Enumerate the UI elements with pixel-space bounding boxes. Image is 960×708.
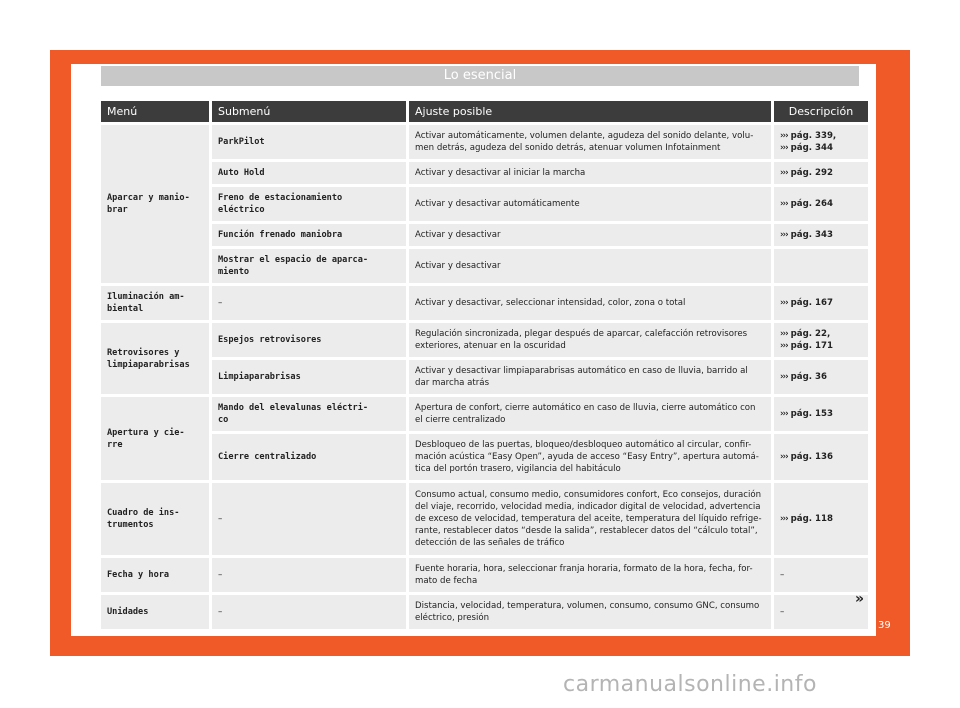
page-reference-cell xyxy=(774,360,868,394)
header-menu: Menú xyxy=(101,101,209,122)
submenu-cell: Cierre centralizado xyxy=(212,434,406,480)
submenu-cell: Auto Hold xyxy=(212,162,406,184)
setting-cell: Activar y desactivar xyxy=(409,249,771,283)
setting-cell: Activar y desactivar xyxy=(409,224,771,246)
reference-arrow-icon: ››› xyxy=(780,452,788,462)
page-reference-link[interactable]: pág. 264 xyxy=(790,199,833,209)
header-description: Descripción xyxy=(774,101,868,122)
page-reference-cell xyxy=(774,162,868,184)
table-row xyxy=(101,286,868,320)
setting-cell: Activar automáticamente, volumen delante, agudeza del sonido delante, volu- men detrás, agudeza del sonido detrás, atenuar volumen Infotainment xyxy=(409,125,771,159)
page-reference-link[interactable]: pág. 292 xyxy=(790,168,833,178)
page-reference-cell xyxy=(774,323,868,357)
reference-arrow-icon: ››› xyxy=(780,143,788,153)
setting-cell: Activar y desactivar, seleccionar intensidad, color, zona o total xyxy=(409,286,771,320)
page-reference-cell xyxy=(774,286,868,320)
page-number: 39 xyxy=(878,620,891,631)
setting-cell: Activar y desactivar automáticamente xyxy=(409,187,771,221)
menu-cell: Cuadro de ins- trumentos xyxy=(101,483,209,555)
table-row xyxy=(101,558,868,592)
submenu-cell: Espejos retrovisores xyxy=(212,323,406,357)
page-reference-cell xyxy=(774,397,868,431)
table-row xyxy=(101,323,868,357)
menu-cell: Retrovisores y limpiaparabrisas xyxy=(101,323,209,394)
submenu-cell: – xyxy=(212,483,406,555)
reference-arrow-icon: ››› xyxy=(780,131,788,141)
page-reference-link[interactable]: pág. 171 xyxy=(790,341,833,351)
header-setting: Ajuste posible xyxy=(409,101,771,122)
page-reference-cell xyxy=(774,434,868,480)
page-reference-link[interactable]: pág. 167 xyxy=(790,298,833,308)
reference-arrow-icon: ››› xyxy=(780,329,788,339)
page-reference-cell xyxy=(774,249,868,283)
setting-cell: Apertura de confort, cierre automático en caso de lluvia, cierre automático con el cierre centralizado xyxy=(409,397,771,431)
settings-table xyxy=(98,98,871,632)
reference-arrow-icon: ››› xyxy=(780,298,788,308)
page-reference-link[interactable]: pág. 339, xyxy=(790,131,837,141)
submenu-cell: Mando del elevalunas eléctri- co xyxy=(212,397,406,431)
setting-cell: Consumo actual, consumo medio, consumidores confort, Eco consejos, duración del viaje, recorrido, velocidad media, indicador digital de velocidad, advertencia de exceso de velocidad, temperatura del aceite, temperatura del líquido refrige- rante, restablecer datos “desde la salida”, restablecer datos del “cálculo total”, detección de las señales de tráfico xyxy=(409,483,771,555)
table-row xyxy=(101,595,868,629)
menu-cell: Unidades xyxy=(101,595,209,629)
page-reference-cell: – xyxy=(774,558,868,592)
header-submenu: Submenú xyxy=(212,101,406,122)
page-reference-cell xyxy=(774,224,868,246)
table-row xyxy=(101,434,868,480)
page-reference-cell xyxy=(774,125,868,159)
menu-cell: Fecha y hora xyxy=(101,558,209,592)
submenu-cell: Función frenado maniobra xyxy=(212,224,406,246)
submenu-cell: Limpiaparabrisas xyxy=(212,360,406,394)
submenu-cell: Mostrar el espacio de aparca- miento xyxy=(212,249,406,283)
table-row xyxy=(101,125,868,159)
setting-cell: Regulación sincronizada, plegar después de aparcar, calefacción retrovisores exteriores, atenuar en la oscuridad xyxy=(409,323,771,357)
page-reference-link[interactable]: pág. 153 xyxy=(790,409,833,419)
table-header-row xyxy=(101,101,868,122)
setting-cell: Activar y desactivar al iniciar la marcha xyxy=(409,162,771,184)
submenu-cell: – xyxy=(212,286,406,320)
table-row xyxy=(101,483,868,555)
page-reference-link[interactable]: pág. 22, xyxy=(790,329,831,339)
reference-arrow-icon: ››› xyxy=(780,341,788,351)
table-row xyxy=(101,397,868,431)
menu-cell: Iluminación am- biental xyxy=(101,286,209,320)
submenu-cell: – xyxy=(212,595,406,629)
continue-mark: » xyxy=(855,591,865,607)
submenu-cell: Freno de estacionamiento eléctrico xyxy=(212,187,406,221)
page-reference-link[interactable]: pág. 343 xyxy=(790,230,833,240)
page-reference-link[interactable]: pág. 136 xyxy=(790,452,833,462)
table-row xyxy=(101,224,868,246)
reference-arrow-icon: ››› xyxy=(780,168,788,178)
reference-arrow-icon: ››› xyxy=(780,199,788,209)
page-reference-cell: – xyxy=(774,595,868,629)
table-row xyxy=(101,249,868,283)
reference-arrow-icon: ››› xyxy=(780,514,788,524)
watermark: carmanualsonline.info xyxy=(563,672,817,697)
page-reference-cell xyxy=(774,483,868,555)
table-row xyxy=(101,162,868,184)
setting-cell: Desbloqueo de las puertas, bloqueo/desbloqueo automático al circular, confir- mación acústica “Easy Open”, ayuda de acceso “Easy Entry”, apertura automá- tica del portón trasero, vigilancia del habitáculo xyxy=(409,434,771,480)
submenu-cell: ParkPilot xyxy=(212,125,406,159)
submenu-cell: – xyxy=(212,558,406,592)
page-reference-link[interactable]: pág. 36 xyxy=(790,372,827,382)
menu-cell: Apertura y cie- rre xyxy=(101,397,209,480)
page-reference-link[interactable]: pág. 344 xyxy=(790,143,833,153)
reference-arrow-icon: ››› xyxy=(780,409,788,419)
setting-cell: Distancia, velocidad, temperatura, volumen, consumo, consumo GNC, consumo eléctrico, presión xyxy=(409,595,771,629)
setting-cell: Activar y desactivar limpiaparabrisas automático en caso de lluvia, barrido al dar marcha atrás xyxy=(409,360,771,394)
setting-cell: Fuente horaria, hora, seleccionar franja horaria, formato de la hora, fecha, for- mato de fecha xyxy=(409,558,771,592)
table-row xyxy=(101,360,868,394)
page-reference-link[interactable]: pág. 118 xyxy=(790,514,833,524)
table-row xyxy=(101,187,868,221)
reference-arrow-icon: ››› xyxy=(780,230,788,240)
page-reference-cell xyxy=(774,187,868,221)
menu-cell: Aparcar y manio- brar xyxy=(101,125,209,283)
section-title: Lo esencial xyxy=(101,66,859,86)
reference-arrow-icon: ››› xyxy=(780,372,788,382)
